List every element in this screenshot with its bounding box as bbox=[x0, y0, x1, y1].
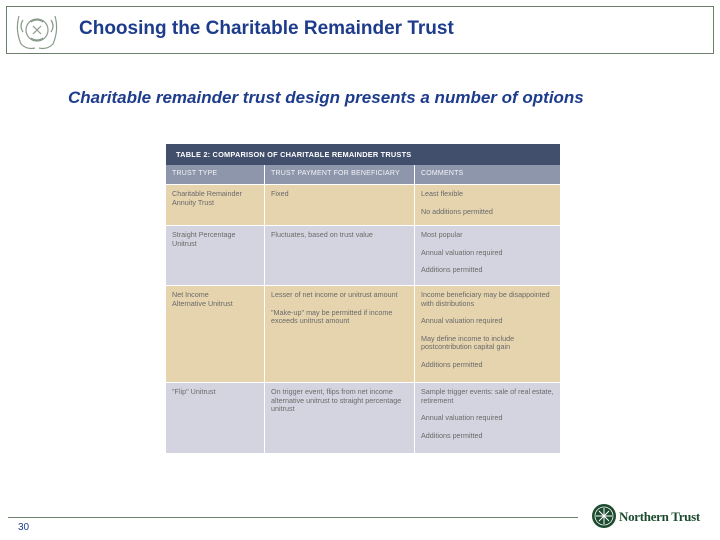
trust-type-cell bbox=[166, 226, 264, 285]
cell-text: On trigger event, flips from net income alternative unitrust to straight percentage unitrust bbox=[271, 387, 402, 414]
cell-text: Additions permitted bbox=[421, 265, 483, 275]
cell-text: Additions permitted bbox=[421, 359, 483, 369]
cell-text: Annual valuation required bbox=[421, 247, 503, 257]
cell-text: "Make-up" may be permitted if income exceeds unitrust amount bbox=[271, 307, 393, 326]
trust-type-cell bbox=[166, 185, 264, 225]
cell-text: Annual valuation required bbox=[421, 413, 503, 423]
cell-text: Unitrust bbox=[172, 238, 197, 248]
cell-text: Most popular bbox=[421, 230, 463, 239]
brand-name: Northern Trust bbox=[619, 509, 700, 524]
table-title: TABLE 2: COMPARISON OF CHARITABLE REMAINDER TRUSTS bbox=[166, 144, 560, 165]
cell-text: "Flip" Unitrust bbox=[172, 387, 216, 396]
column-header-trust-type: TRUST TYPE bbox=[172, 170, 218, 177]
payment-cell bbox=[264, 185, 414, 225]
footer-divider bbox=[8, 517, 578, 518]
comments-cell bbox=[414, 185, 560, 225]
cell-text: Lesser of net income or unitrust amount bbox=[271, 290, 398, 299]
table-row bbox=[166, 382, 560, 453]
payment-cell bbox=[264, 286, 414, 382]
cell-text: Income beneficiary may be disappointed with distributions bbox=[421, 290, 550, 308]
cell-text: Alternative Unitrust bbox=[172, 298, 233, 308]
header-bar bbox=[6, 6, 714, 54]
cell-text: Fixed bbox=[271, 189, 289, 198]
trust-type-cell bbox=[166, 286, 264, 382]
page-title: Choosing the Charitable Remainder Trust bbox=[79, 18, 454, 39]
northern-trust-seal-icon bbox=[11, 10, 63, 52]
table-row bbox=[166, 225, 560, 285]
cell-text: Charitable Remainder bbox=[172, 189, 242, 198]
page-number: 30 bbox=[18, 522, 30, 533]
comments-cell bbox=[414, 226, 560, 285]
cell-text: Straight Percentage bbox=[172, 230, 236, 239]
northern-trust-emblem-icon bbox=[591, 503, 617, 529]
column-header-payment: TRUST PAYMENT FOR BENEFICIARY bbox=[264, 165, 414, 184]
table-header-row bbox=[166, 165, 560, 184]
trust-type-cell bbox=[166, 383, 264, 453]
cell-text: Additions permitted bbox=[421, 430, 483, 440]
comments-cell bbox=[414, 383, 560, 453]
column-header-comments: COMMENTS bbox=[414, 165, 560, 184]
cell-text: Least flexible bbox=[421, 189, 463, 198]
cell-text: Sample trigger events: sale of real estate, retirement bbox=[421, 387, 554, 405]
comments-cell bbox=[414, 286, 560, 382]
table-row bbox=[166, 184, 560, 225]
payment-cell bbox=[264, 226, 414, 285]
cell-text: May define income to include postcontribution capital gain bbox=[421, 333, 515, 352]
cell-text: Annual valuation required bbox=[421, 316, 503, 326]
table-row bbox=[166, 285, 560, 382]
payment-cell bbox=[264, 383, 414, 453]
cell-text: No additions permitted bbox=[421, 206, 493, 216]
slide-subtitle: Charitable remainder trust design presents a number of options bbox=[68, 88, 584, 107]
comparison-table bbox=[166, 144, 560, 454]
cell-text: Annuity Trust bbox=[172, 197, 214, 207]
cell-text: Fluctuates, based on trust value bbox=[271, 230, 373, 239]
cell-text: Net Income bbox=[172, 290, 209, 299]
